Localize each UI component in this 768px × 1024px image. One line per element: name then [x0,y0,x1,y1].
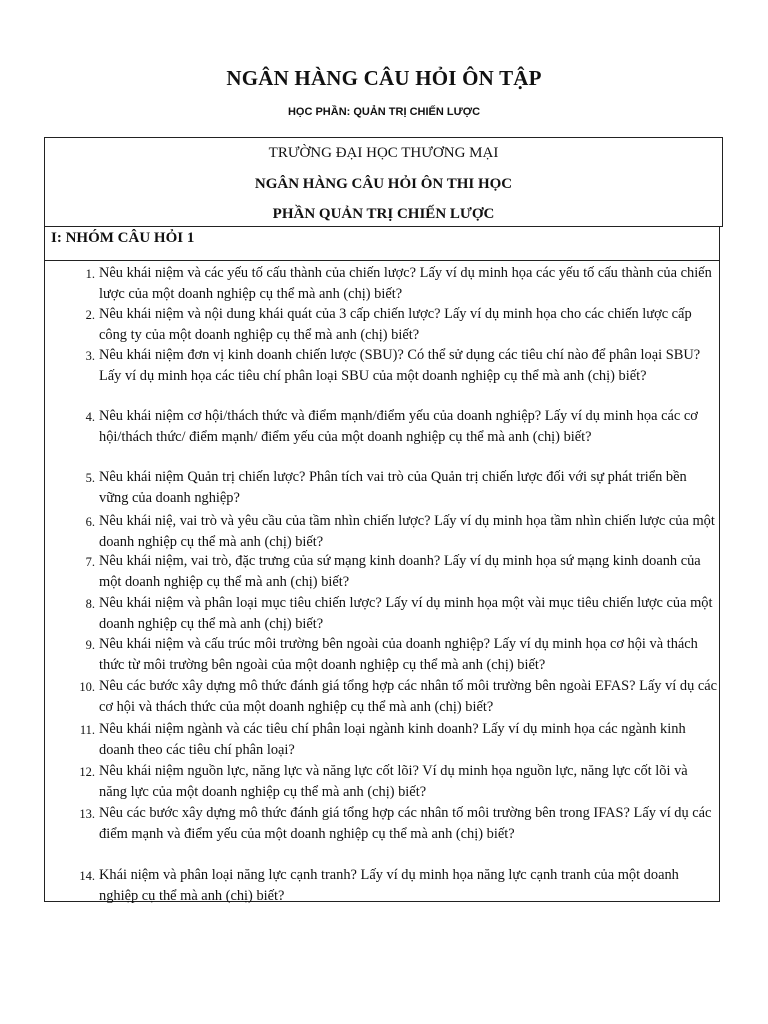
question-text: Nêu khái niệm cơ hội/thách thức và điểm mạnh/điểm yếu của doanh nghiệp? Lấy ví dụ minh họa các cơ hội/thách thức/ điểm mạnh/ điểm yếu của một doanh nghiệp cụ thể mà anh (chị) biết? [99,408,698,445]
question-number: 4. [85,410,95,424]
question-number: 11. [79,723,95,737]
question-text: Nêu khái niệm ngành và các tiêu chí phân loại ngành kinh doanh? Lấy ví dụ minh họa các ngành kinh doanh theo các tiêu chí phân loại? [99,721,686,758]
question-number: 3. [85,349,95,363]
question-number: 5. [85,471,95,485]
question-number: 13. [79,807,95,821]
question-text: Nêu khái niệm và phân loại mục tiêu chiến lược? Lấy ví dụ minh họa một vài mục tiêu chiến lược của một doanh nghiệp cụ thể mà anh (chị) biết? [99,595,713,632]
question-text: Nêu khái niệm và các yếu tố cấu thành của chiến lược? Lấy ví dụ minh họa các yếu tố cấu thành của chiến lược của một doanh nghiệp cụ thể mà anh (chị) biết? [99,265,712,302]
group-title: I: NHÓM CÂU HỎI 1 [51,230,195,246]
question-text: Nêu các bước xây dựng mô thức đánh giá tổng hợp các nhân tố môi trường bên trong IFAS? Lấy ví dụ các điểm mạnh và điểm yếu của một doanh nghiệp cụ thể mà anh (chị) biết? [99,805,712,842]
question-text: Nêu khái niệm và cấu trúc môi trường bên ngoài của doanh nghiệp? Lấy ví dụ minh họa cơ hội và thách thức từ môi trường bên ngoài của một doanh nghiệp cụ thể mà anh (chị) biết? [99,636,698,673]
question-text: Nêu khái niệm nguồn lực, năng lực và năng lực cốt lõi? Ví dụ minh họa nguồn lực, năng lực cốt lõi và năng lực của một doanh nghiệp cụ thể mà anh (chị) biết? [99,763,688,800]
question-number: 6. [85,515,95,529]
question-text: Nêu khái niệm, vai trò, đặc trưng của sứ mạng kinh doanh? Lấy ví dụ minh họa sứ mạng kinh doanh của một doanh nghiệp cụ thể mà anh (chị) biết? [99,553,701,590]
course-title: PHẦN QUẢN TRỊ CHIẾN LƯỢC [272,206,495,222]
question-number: 1. [85,267,95,281]
question-text: Nêu khái niệm và nội dung khái quát của 3 cấp chiến lược? Lấy ví dụ minh họa cho các chiến lược cấp công ty của một doanh nghiệp cụ thể mà anh (chị) biết? [99,306,692,343]
header-box [44,137,723,227]
question-text: Nêu khái niệ, vai trò và yêu cầu của tầm nhìn chiến lược? Lấy ví dụ minh họa tầm nhìn chiến lược của một doanh nghiệp cụ thể mà anh (chị) biết? [99,513,715,550]
question-list-box [44,260,720,902]
group-header-box [44,226,720,261]
question-text: Nêu khái niệm Quản trị chiến lược? Phân tích vai trò của Quản trị chiến lược đối với sự phát triển bền vững của doanh nghiệp? [99,469,687,506]
question-number: 2. [85,308,95,322]
question-text: Nêu các bước xây dựng mô thức đánh giá tổng hợp các nhân tố môi trường bên ngoài EFAS? Lấy ví dụ các cơ hội và thách thức của một doanh nghiệp cụ thể mà anh (chị) biết? [99,678,718,715]
bank-title: NGÂN HÀNG CÂU HỎI ÔN THI HỌC [254,176,513,192]
question-number: 7. [85,555,95,569]
document-title: NGÂN HÀNG CÂU HỎI ÔN TẬP [226,66,542,90]
question-number: 10. [79,680,95,694]
question-number: 14. [79,869,95,883]
document-subtitle: HỌC PHẦN: QUẢN TRỊ CHIẾN LƯỢC [287,106,481,118]
question-number: 8. [85,597,95,611]
question-text: Nêu khái niệm đơn vị kinh doanh chiến lược (SBU)? Có thể sử dụng các tiêu chí nào để phân loại SBU? Lấy ví dụ minh họa các tiêu chí phân loại SBU của một doanh nghiệp cụ thể mà anh (chị) biết? [99,347,701,384]
question-number: 9. [85,638,95,652]
question-number: 12. [79,765,95,779]
school-name: TRƯỜNG ĐẠI HỌC THƯƠNG MẠI [268,145,499,161]
question-text: Khái niệm và phân loại năng lực cạnh tranh? Lấy ví dụ minh họa năng lực cạnh tranh của một doanh nghiệp cụ thể mà anh (chị) biết? [99,867,679,904]
